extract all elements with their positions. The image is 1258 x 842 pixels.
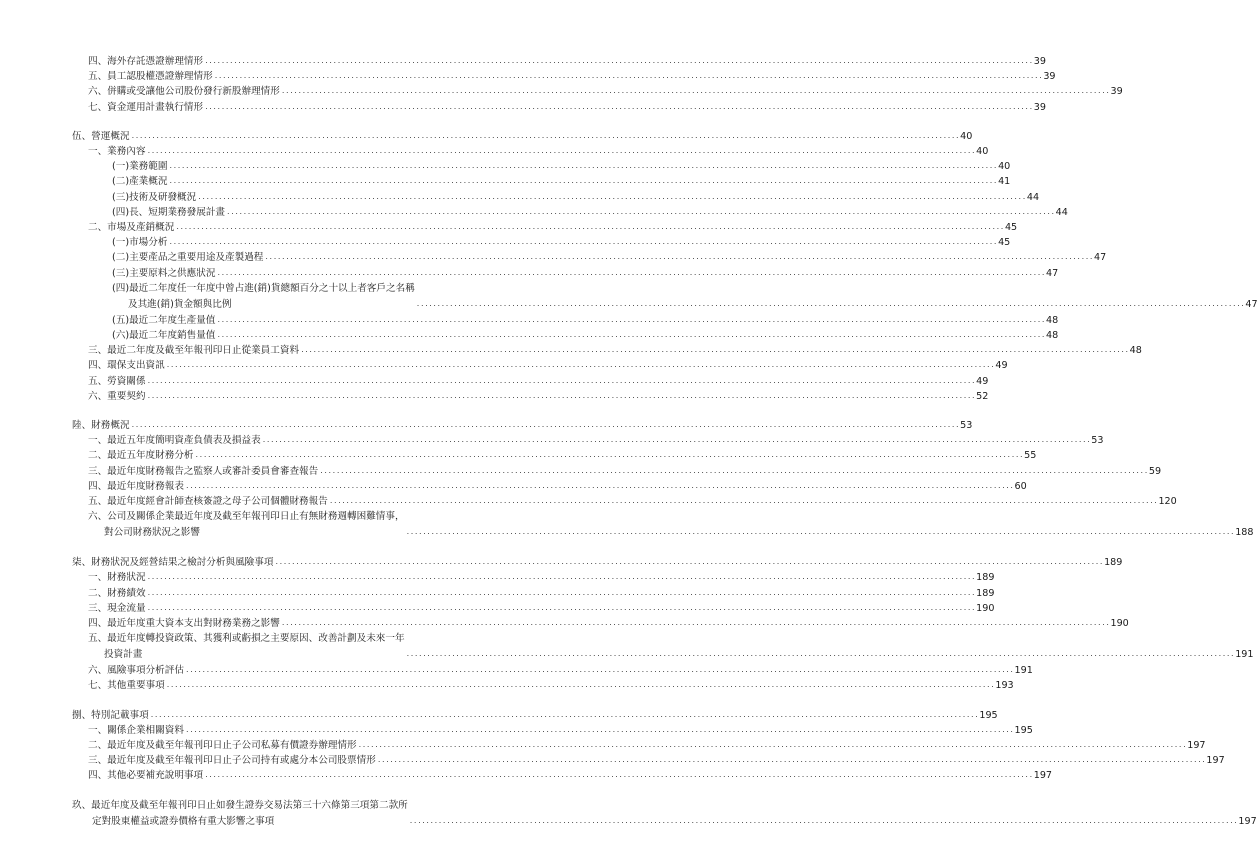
toc-entry-title: 五、員工認股權憑證辦理情形	[88, 71, 213, 83]
toc-entry[interactable]	[88, 431, 1104, 447]
toc-entry-title-line1: 玖、最近年度及截至年報刊印日止如發生證券交易法第三十六條第三項第二款所	[72, 799, 408, 811]
toc-entry-title-line2: 及其進(銷)貨金額與比例	[128, 298, 232, 310]
toc-entry[interactable]	[112, 248, 1107, 264]
toc-entry[interactable]	[88, 614, 1129, 630]
toc-entry-title: 七、其他重要事項	[88, 680, 165, 692]
toc-leader-dots: ........................................................................................................................................................................................................	[205, 101, 1034, 111]
toc-page-number: 193	[995, 680, 1014, 692]
toc-page-number: 40	[976, 146, 989, 157]
toc-page-number: 48	[1129, 345, 1142, 357]
toc-page-number: 190	[976, 602, 995, 614]
toc-entry-title: 四、其他必要補充說明事項	[88, 770, 204, 782]
toc-leader-dots: ........................................................................................................................................................................................................	[217, 314, 1047, 324]
toc-page-number: 48	[1046, 314, 1059, 326]
toc-entry-title-line2: 對公司財務狀況之影響	[104, 527, 200, 539]
toc-entry[interactable]	[88, 629, 1254, 661]
toc-entry-title	[72, 800, 410, 828]
toc-entry-title-line2: 定對股東權益或證券價格有重大影響之事項	[92, 815, 275, 827]
toc-entry[interactable]	[72, 127, 973, 143]
toc-page-number: 191	[1014, 665, 1033, 677]
toc-leader-dots: ........................................................................................................................................................................................................	[320, 465, 1149, 475]
toc-page-number: 190	[1110, 618, 1129, 629]
toc-page-number: 45	[998, 237, 1011, 249]
toc-entry-title: 六、風險事項分析評估	[88, 665, 184, 677]
toc-entry-title: 四、環保支出資訊	[88, 360, 165, 372]
toc-leader-dots: ........................................................................................................................................................................................................	[166, 360, 996, 370]
toc-entry[interactable]	[88, 446, 1037, 462]
toc-leader-dots: ........................................................................................................................................................................................................	[147, 602, 977, 612]
toc-entry-title: (三)技術及研發概況	[112, 191, 197, 203]
toc-leader-dots: ........................................................................................................................................................................................................	[147, 146, 977, 155]
toc-leader-dots: ........................................................................................................................................................................................................	[281, 618, 1111, 627]
toc-page-number: 40	[960, 130, 973, 142]
toc-entry-title: 柒、財務狀況及經營結果之檢討分析與風險事項	[72, 557, 274, 569]
toc-entry[interactable]	[72, 796, 1257, 828]
toc-leader-dots: ........................................................................................................................................................................................................	[185, 480, 1015, 490]
toc-page-number: 52	[976, 390, 989, 402]
toc-entry[interactable]	[88, 341, 1142, 357]
toc-leader-dots: ........................................................................................................................................................................................................	[147, 390, 977, 400]
toc-page-number: 120	[1158, 496, 1177, 507]
toc-leader-dots: ........................................................................................................................................................................................................	[169, 237, 999, 247]
toc-entry[interactable]	[72, 706, 998, 722]
toc-page-number: 189	[976, 587, 995, 599]
toc-page-number: 197	[1033, 770, 1053, 782]
toc-leader-dots: ........................................................................................................................................................................................................	[281, 86, 1111, 96]
toc-leader-dots: ........................................................................................................................................................................................................	[205, 56, 1034, 65]
toc-page-number: 55	[1024, 450, 1037, 462]
toc-entry[interactable]	[88, 82, 1123, 98]
toc-leader-dots: ........................................................................................................................................................................................................	[406, 649, 1236, 659]
toc-entry[interactable]	[88, 568, 995, 584]
toc-page-number: 45	[1004, 222, 1018, 233]
toc-page-number: 48	[1046, 330, 1059, 341]
toc-page-number: 189	[976, 572, 995, 584]
toc-entry-title: (二)主要產品之重要用途及產製過程	[112, 252, 264, 264]
toc-entry[interactable]	[112, 311, 1059, 327]
toc-entry-title-line2: 投資計畫	[104, 649, 143, 661]
toc-page-number: 39	[1110, 86, 1123, 98]
toc-entry[interactable]	[112, 326, 1059, 342]
toc-leader-dots: ........................................................................................................................................................................................................	[406, 527, 1236, 537]
toc-page-number: 41	[998, 176, 1011, 188]
toc-leader-dots: ........................................................................................................................................................................................................	[329, 496, 1159, 505]
toc-page-number: 47	[1094, 252, 1107, 264]
toc-leader-dots: ........................................................................................................................................................................................................	[409, 815, 1239, 825]
toc-entry[interactable]	[88, 507, 1254, 539]
toc-page-number: 47	[1046, 267, 1059, 279]
toc-entry[interactable]	[88, 477, 1027, 493]
toc-entry-title: 七、資金運用計畫執行情形	[88, 101, 204, 113]
toc-entry[interactable]	[112, 157, 1011, 173]
toc-entry-title: 四、最近年度重大資本支出對財務業務之影響	[88, 618, 280, 629]
toc-entry-title: 六、重要契約	[88, 390, 146, 402]
toc-page-number: 59	[1148, 465, 1162, 477]
toc-entry-title: (一)市場分析	[112, 237, 168, 249]
toc-page-number: 189	[1104, 557, 1123, 569]
toc-page-number: 197	[1187, 740, 1206, 751]
toc-entry[interactable]	[88, 218, 1018, 234]
toc-page-number: 44	[1026, 191, 1040, 203]
toc-entry[interactable]	[88, 599, 995, 615]
toc-entry-title: 三、最近二年度及截至年報刊印日止從業員工資料	[88, 345, 300, 357]
toc-entry-title: 一、業務內容	[88, 146, 146, 157]
toc-entry[interactable]	[112, 188, 1040, 204]
toc-entry[interactable]	[88, 492, 1177, 508]
toc-entry[interactable]	[88, 98, 1046, 114]
toc-entry[interactable]	[112, 279, 1258, 311]
toc-leader-dots: ........................................................................................................................................................................................................	[214, 71, 1044, 81]
toc-entry-title: 五、勞資關係	[88, 375, 146, 387]
toc-page-number: 47	[1245, 298, 1258, 310]
toc-leader-dots: ........................................................................................................................................................................................................	[131, 420, 961, 429]
toc-leader-dots: ........................................................................................................................................................................................................	[176, 222, 1005, 231]
toc-entry[interactable]	[112, 172, 1011, 188]
toc-page-number: 39	[1033, 56, 1046, 67]
toc-entry-title: 一、最近五年度簡明資產負債表及損益表	[88, 435, 261, 447]
toc-entry-title: (五)最近二年度生產量值	[112, 314, 216, 326]
toc-entry[interactable]	[72, 553, 1123, 569]
toc-entry-title-line1: (四)最近二年度任一年度中曾占進(銷)貨總額百分之十以上者客戶之名稱	[112, 282, 415, 294]
toc-entry-title: (四)長、短期業務發展計畫	[112, 206, 226, 218]
toc-entry-title: 六、併購或受讓他公司股份發行新股辦理情形	[88, 86, 280, 98]
toc-page-number: 39	[1043, 71, 1056, 83]
toc-leader-dots: ........................................................................................................................................................................................................	[195, 450, 1025, 460]
toc-page-number: 49	[976, 375, 989, 387]
toc-entry-title: (六)最近二年度銷售量值	[112, 330, 216, 341]
toc-leader-dots: ........................................................................................................................................................................................................	[217, 267, 1047, 277]
toc-entry-title: (一)業務範圍	[112, 161, 168, 173]
toc-leader-dots: ........................................................................................................................................................................................................	[377, 755, 1207, 765]
toc-entry[interactable]	[88, 751, 1225, 767]
toc-leader-dots: ........................................................................................................................................................................................................	[166, 680, 996, 690]
toc-page-number: 40	[998, 161, 1011, 173]
toc-leader-dots: ........................................................................................................................................................................................................	[217, 330, 1047, 339]
toc-leader-dots: ........................................................................................................................................................................................................	[131, 130, 961, 140]
toc-entry[interactable]	[88, 676, 1014, 692]
toc-leader-dots: ........................................................................................................................................................................................................	[227, 206, 1056, 216]
toc-entry-title: 二、最近五年度財務分析	[88, 450, 194, 462]
toc-entry[interactable]	[88, 67, 1056, 83]
toc-leader-dots: ........................................................................................................................................................................................................	[358, 740, 1188, 749]
toc-entry-title: 一、財務狀況	[88, 572, 146, 584]
toc-leader-dots: ........................................................................................................................................................................................................	[147, 375, 977, 385]
toc-leader-dots: ........................................................................................................................................................................................................	[198, 191, 1027, 201]
toc-page-number: 53	[1091, 435, 1104, 447]
toc-entry[interactable]	[88, 736, 1206, 752]
toc-entry-title: 伍、營運概況	[72, 130, 130, 142]
toc-page-number: 191	[1235, 649, 1254, 661]
toc-page-number: 49	[995, 360, 1008, 372]
toc-entry[interactable]	[112, 233, 1011, 249]
toc-page-number: 60	[1014, 480, 1027, 492]
toc-entry[interactable]	[112, 264, 1059, 280]
toc-leader-dots: ........................................................................................................................................................................................................	[301, 345, 1130, 355]
toc-leader-dots: ........................................................................................................................................................................................................	[150, 709, 980, 719]
toc-entry[interactable]	[88, 661, 1033, 677]
toc-entry-title: 三、最近年度及截至年報刊印日止子公司持有或處分本公司股票情形	[88, 755, 376, 767]
toc-entry[interactable]	[88, 52, 1046, 68]
toc-entry-title-line1: 六、公司及關係企業最近年度及截至年報刊印日止有無財務週轉困難情事，	[88, 511, 405, 523]
toc-entry[interactable]	[88, 766, 1053, 782]
toc-entry-title: 陸、財務概況	[72, 420, 130, 431]
toc-leader-dots: ........................................................................................................................................................................................................	[169, 161, 999, 171]
toc-entry-title: (三)主要原料之供應狀況	[112, 267, 216, 279]
toc-entry-title: 五、最近年度經會計師查核簽證之母子公司個體財務報告	[88, 496, 328, 507]
toc-entry[interactable]	[88, 356, 1008, 372]
toc-entry[interactable]	[88, 142, 989, 158]
toc-entry[interactable]	[88, 372, 989, 388]
toc-entry-title: 四、海外存託憑證辦理情形	[88, 56, 204, 67]
toc-entry-title	[88, 511, 407, 539]
toc-entry-title: 四、最近年度財務報表	[88, 480, 184, 492]
toc-page-number: 197	[1238, 815, 1257, 827]
toc-leader-dots: ........................................................................................................................................................................................................	[265, 252, 1094, 262]
toc-leader-dots: ........................................................................................................................................................................................................	[147, 572, 977, 582]
toc-page-number: 188	[1235, 527, 1254, 539]
toc-entry-title: 捌、特別記載事項	[72, 709, 149, 721]
toc-page-number: 195	[1014, 724, 1033, 736]
toc-leader-dots: ........................................................................................................................................................................................................	[147, 587, 977, 597]
toc-entry[interactable]	[88, 387, 989, 403]
toc-entry-title: 二、最近年度及截至年報刊印日止子公司私募有價證券辦理情形	[88, 740, 357, 751]
toc-entry-title: 二、財務績效	[88, 587, 146, 599]
toc-leader-dots: ........................................................................................................................................................................................................	[169, 176, 999, 186]
toc-entry-title-line1: 五、最近年度轉投資政策、其獲利或虧損之主要原因、改善計劃及未來一年	[88, 633, 405, 645]
toc-entry-title: (二)產業概況	[112, 176, 168, 188]
toc-entry[interactable]	[88, 584, 995, 600]
toc-leader-dots: ........................................................................................................................................................................................................	[416, 298, 1246, 308]
toc-page-number: 44	[1055, 206, 1068, 218]
toc-entry-title: 三、最近年度財務報告之監察人或審計委員會審查報告	[88, 465, 319, 477]
toc-entry[interactable]	[72, 416, 973, 432]
toc-leader-dots: ........................................................................................................................................................................................................	[205, 770, 1034, 780]
toc-page-number: 197	[1206, 755, 1225, 767]
toc-page-number: 195	[979, 709, 998, 721]
toc-entry[interactable]	[88, 462, 1162, 478]
toc-entry[interactable]	[112, 203, 1068, 219]
toc-entry-title	[112, 283, 417, 311]
toc-entry-title: 二、市場及產銷概況	[88, 222, 175, 233]
toc-leader-dots: ........................................................................................................................................................................................................	[185, 665, 1015, 675]
toc-leader-dots: ........................................................................................................................................................................................................	[185, 724, 1015, 734]
toc-entry-title: 三、現金流量	[88, 602, 146, 614]
toc-leader-dots: ........................................................................................................................................................................................................	[262, 435, 1092, 445]
toc-page-number: 53	[960, 420, 973, 431]
toc-leader-dots: ........................................................................................................................................................................................................	[275, 557, 1105, 567]
toc-entry[interactable]	[88, 721, 1033, 737]
toc-entry-title	[88, 633, 407, 661]
toc-page-number: 39	[1033, 101, 1046, 113]
toc-entry-title: 一、關係企業相關資料	[88, 724, 184, 736]
